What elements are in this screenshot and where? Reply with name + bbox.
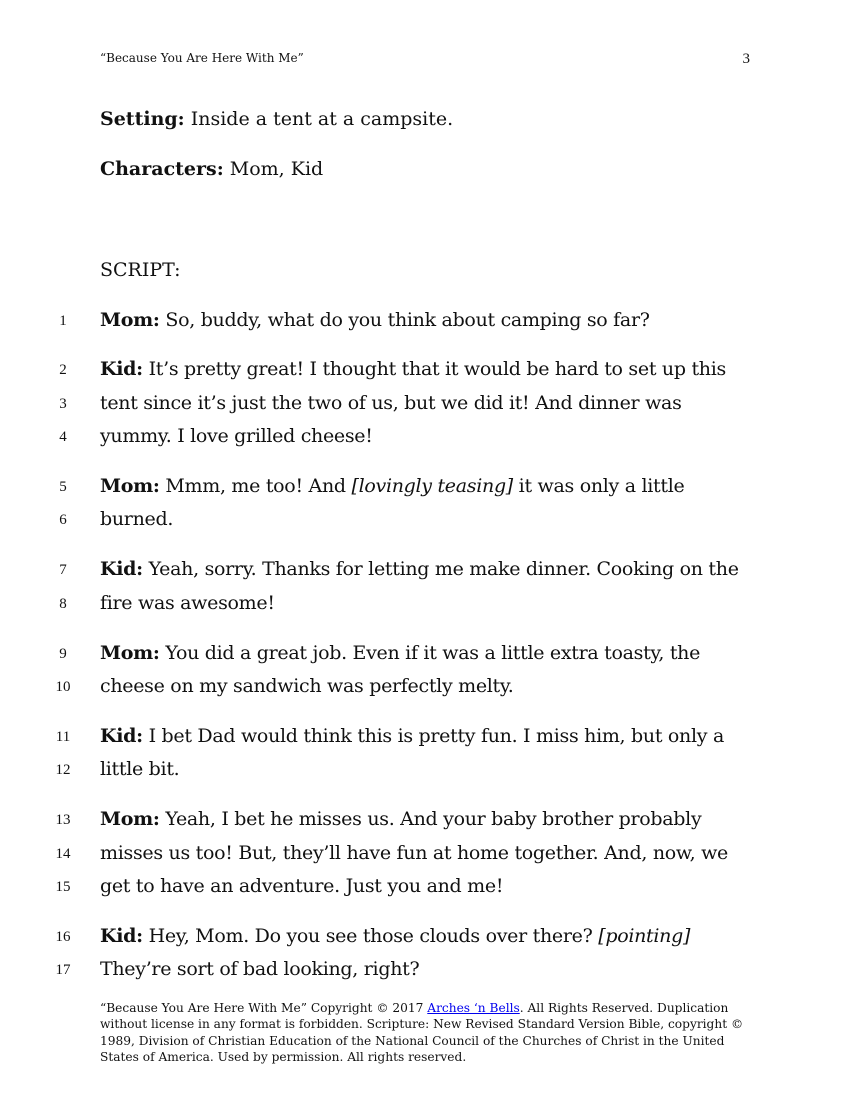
line-text <box>100 758 179 780</box>
speaker-name: Kid: <box>100 558 143 580</box>
dialogue-text: So, buddy, what do you think about camping so far? <box>159 309 650 331</box>
line-number: 17 <box>55 962 71 978</box>
dialogue-text: Mmm, me too! And <box>159 475 352 497</box>
line-number: 7 <box>59 562 67 578</box>
stage-direction: [pointing] <box>598 925 691 947</box>
line-text <box>100 508 173 530</box>
script-line <box>0 925 850 955</box>
dialogue-text: tent since it’s just the two of us, but we did it! And dinner was <box>100 392 682 414</box>
line-number: 1 <box>59 313 67 329</box>
speaker-name: Kid: <box>100 358 143 380</box>
line-text <box>100 358 726 380</box>
dialogue-text: Yeah, I bet he misses us. And your baby brother probably <box>159 808 702 830</box>
line-number: 4 <box>59 429 67 445</box>
line-number: 5 <box>59 479 67 495</box>
page-number: 3 <box>742 51 750 67</box>
line-text <box>100 475 684 497</box>
script-line <box>0 808 850 838</box>
speaker-name: Mom: <box>100 475 160 497</box>
script-line <box>0 425 850 455</box>
script-line <box>0 842 850 872</box>
speaker-name: Mom: <box>100 808 160 830</box>
script-line <box>0 958 850 988</box>
characters-label: Characters: <box>100 158 224 180</box>
dialogue-text: misses us too! But, they’ll have fun at home together. And, now, we <box>100 842 728 864</box>
line-text <box>100 642 700 664</box>
speaker-name: Mom: <box>100 309 160 331</box>
line-text <box>100 958 419 980</box>
line-number: 15 <box>55 879 71 895</box>
dialogue-text: it was only a little <box>512 475 685 497</box>
line-number: 12 <box>55 762 71 778</box>
line-text <box>100 558 739 580</box>
characters-text: Mom, Kid <box>223 158 324 180</box>
script-line <box>0 875 850 905</box>
line-text <box>100 842 728 864</box>
running-header-title: “Because You Are Here With Me” <box>100 51 304 65</box>
line-number: 14 <box>55 846 71 862</box>
dialogue-text: fire was awesome! <box>100 592 275 614</box>
line-number: 2 <box>59 362 67 378</box>
line-text <box>100 392 682 414</box>
footer-text-before-link: “Because You Are Here With Me” Copyright © 2017 <box>100 1001 428 1015</box>
script-line <box>0 475 850 505</box>
line-text <box>100 425 373 447</box>
script-line <box>0 558 850 588</box>
copyright-footer <box>100 1000 760 1065</box>
line-text <box>100 808 701 830</box>
dialogue-text: burned. <box>100 508 174 530</box>
line-number: 11 <box>55 729 71 745</box>
line-number: 8 <box>59 596 67 612</box>
speaker-name: Kid: <box>100 725 143 747</box>
line-number: 9 <box>59 646 67 662</box>
speaker-name: Kid: <box>100 925 143 947</box>
line-number: 13 <box>55 812 71 828</box>
setting-label: Setting: <box>100 108 185 130</box>
speaker-name: Mom: <box>100 642 160 664</box>
dialogue-text: cheese on my sandwich was perfectly melty. <box>100 675 514 697</box>
script-line <box>0 592 850 622</box>
line-number: 3 <box>59 396 67 412</box>
dialogue-text: little bit. <box>100 758 180 780</box>
line-text <box>100 592 275 614</box>
line-text <box>100 875 503 897</box>
script-line <box>0 642 850 672</box>
script-line <box>0 758 850 788</box>
line-number: 16 <box>55 929 71 945</box>
stage-direction: [lovingly teasing] <box>351 475 513 497</box>
line-text <box>100 675 514 697</box>
setting-text: Inside a tent at a campsite. <box>184 108 454 130</box>
script-line <box>0 675 850 705</box>
dialogue-text: They’re sort of bad looking, right? <box>100 958 420 980</box>
dialogue-text: Hey, Mom. Do you see those clouds over there? <box>142 925 599 947</box>
dialogue-text: yummy. I love grilled cheese! <box>100 425 373 447</box>
dialogue-text: I bet Dad would think this is pretty fun. I miss him, but only a <box>142 725 724 747</box>
line-text <box>100 925 690 947</box>
script-line <box>0 508 850 538</box>
script-line <box>0 392 850 422</box>
script-line <box>0 725 850 755</box>
dialogue-text: It’s pretty great! I thought that it would be hard to set up this <box>142 358 726 380</box>
arches-n-bells-link[interactable]: Arches ‘n Bells <box>427 1001 520 1015</box>
characters-line <box>100 158 323 180</box>
dialogue-text: Yeah, sorry. Thanks for letting me make dinner. Cooking on the <box>142 558 739 580</box>
script-heading: SCRIPT: <box>100 259 181 281</box>
line-number: 10 <box>55 679 71 695</box>
line-number: 6 <box>59 512 67 528</box>
dialogue-text: get to have an adventure. Just you and me! <box>100 875 504 897</box>
setting-line <box>100 108 453 130</box>
dialogue-text: You did a great job. Even if it was a little extra toasty, the <box>159 642 701 664</box>
line-text <box>100 725 724 747</box>
script-line <box>0 309 850 339</box>
line-text <box>100 309 650 331</box>
footer-text-after-link: . All Rights Reserved. Duplication without license in any format is forbidden. Scripture: New Revised Standard Version Bible, copyright © 1989, Division of Christian Education of the National Council of the Churches of Christ in the United States of America. Used by permission. All rights reserved. <box>100 1001 744 1064</box>
script-line <box>0 358 850 388</box>
